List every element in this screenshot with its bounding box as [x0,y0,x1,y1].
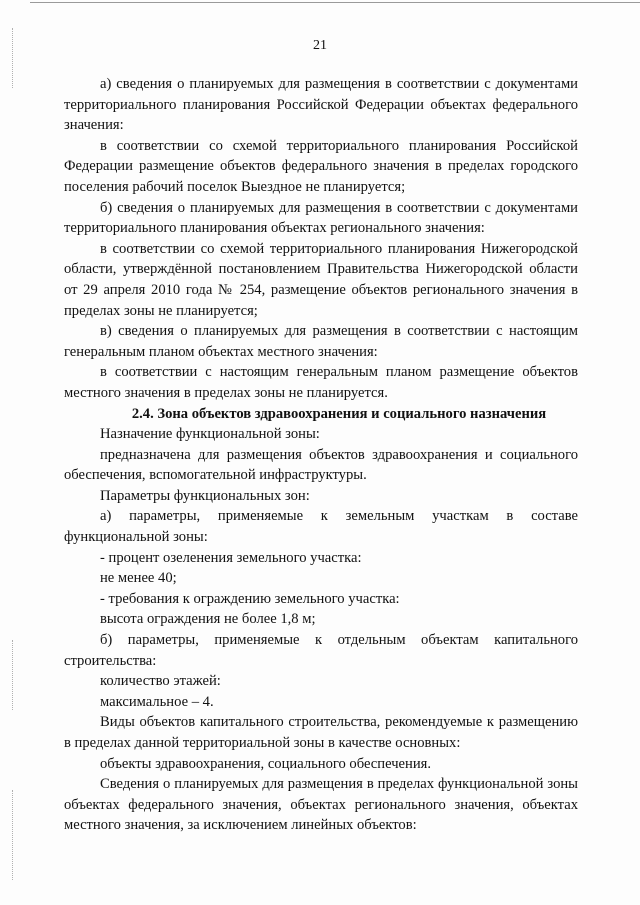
paragraph: а) сведения о планируемых для размещения в соответствии с документами территориального планирования Российской Федерации объектах федерального значения: [64,76,578,134]
paragraph: Виды объектов капитального строительства, рекомендуемые к размещению в пределах данной территориальной зоны в качестве основных: [64,714,578,751]
section-heading: 2.4. Зона объектов здравоохранения и социального назначения [131,405,547,422]
list-item: максимальное – 4. [100,693,214,710]
paragraph: в соответствии со схемой территориального планирования Нижегородской области, утверждённой постановлением Правительства Нижегородской области от 29 апреля 2010 года № 254, размещение объектов регионального значения в пределах зоны не планируется; [64,240,578,319]
paragraph: в) сведения о планируемых для размещения в соответствии с настоящим генеральным планом объектах местного значения: [64,323,578,360]
paragraph: а) параметры, применяемые к земельным участкам в составе функциональной зоны: [64,508,578,546]
list-item: объекты здравоохранения, социального обеспечения. [100,755,432,772]
paragraph: предназначена для размещения объектов здравоохранения и социального обеспечения, вспомогательной инфраструктуры. [64,446,578,484]
scan-margin-mark [12,790,14,880]
scan-margin-mark [12,640,14,710]
list-item: не менее 40; [100,570,177,587]
paragraph: Параметры функциональных зон: [100,487,310,504]
list-item: - процент озеленения земельного участка: [100,549,362,566]
list-item: - требования к ограждению земельного участка: [100,590,400,607]
list-item: высота ограждения не более 1,8 м; [100,611,316,628]
paragraph: в соответствии со схемой территориального планирования Российской Федерации размещение объектов федерального значения в пределах городского поселения рабочий поселок Выездное не планируется; [64,137,578,195]
page-number: 21 [313,38,327,53]
paragraph: Сведения о планируемых для размещения в пределах функциональной зоны объектах федерального значения, объектах регионального значения, объектах местного значения, за исключением линейных объектов: [64,776,578,834]
document-body [64,74,578,836]
paragraph: Назначение функциональной зоны: [100,426,320,443]
paragraph: б) параметры, применяемые к отдельным объектам капитального строительства: [64,632,578,669]
paragraph: в соответствии с настоящим генеральным планом размещение объектов местного значения в пределах зоны не планируется. [64,364,578,401]
paragraph: б) сведения о планируемых для размещения в соответствии с документами территориального планирования объектах регионального значения: [64,199,578,237]
list-item: количество этажей: [100,673,221,690]
scan-margin-mark [12,28,14,88]
top-rule [30,2,640,3]
